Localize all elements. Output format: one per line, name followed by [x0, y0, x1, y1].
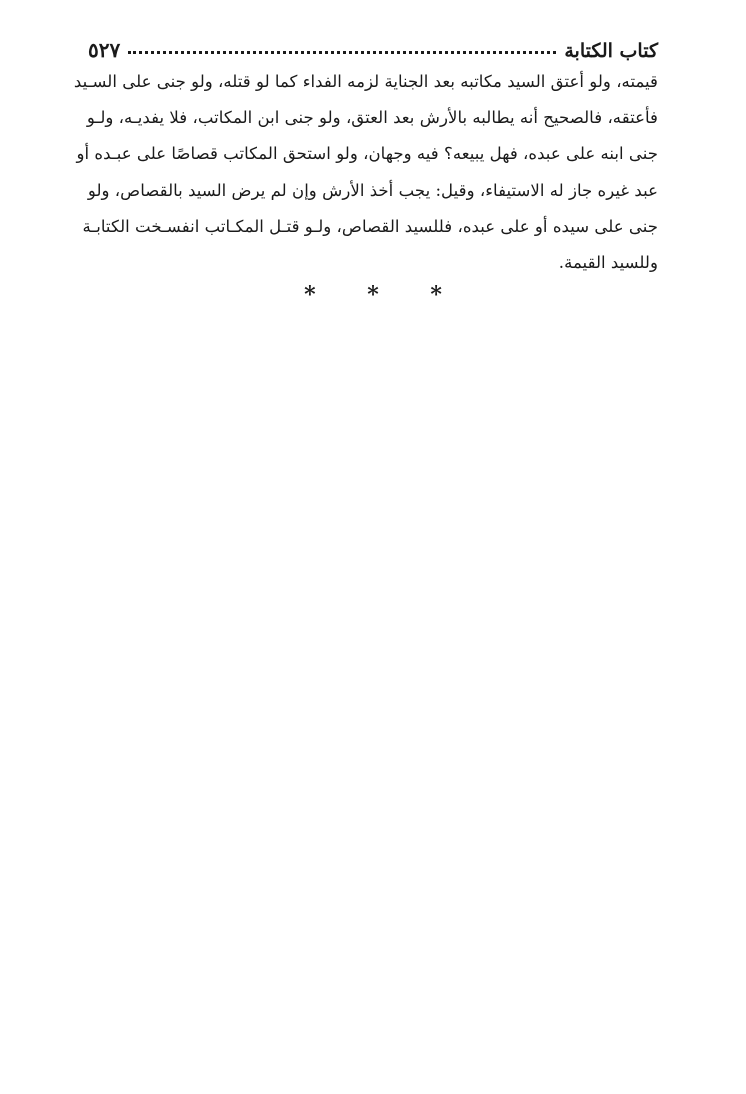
chapter-title: كتاب الكتابة	[564, 40, 658, 62]
text-line: فأعتقه، فالصحيح أنه يطالبه بالأرش بعد العتق، ولو جنى ابن المكاتب، فلا يفديـه، ولـو	[86, 108, 658, 128]
running-header	[88, 26, 658, 62]
page-number: ٥٢٧	[88, 38, 121, 62]
text-line: عبد غيره جاز له الاستيفاء، وقيل: يجب أخذ الأرش وإن لم يرض السيد بالقصاص، ولو	[87, 180, 658, 200]
text-line: قيمته، ولو أعتق السيد مكاتبه بعد الجناية لزمه الفداء كما لو قتله، ولو جنى على السـيد	[73, 72, 658, 91]
text-line: جنى على سيده أو على عبده، فللسيد القصاص، ولـو قتـل المكـاتب انفسـخت الكتابـة	[82, 216, 658, 236]
header-dot-leader	[128, 51, 556, 54]
body-paragraph	[73, 64, 658, 281]
text-line: وللسيد القيمة.	[558, 253, 658, 273]
section-separator: * * *	[304, 282, 464, 308]
text-line: جنى ابنه على عبده، فهل يبيعه؟ فيه وجهان، ولو استحق المكاتب قصاصًا على عبـده أو	[76, 144, 658, 164]
